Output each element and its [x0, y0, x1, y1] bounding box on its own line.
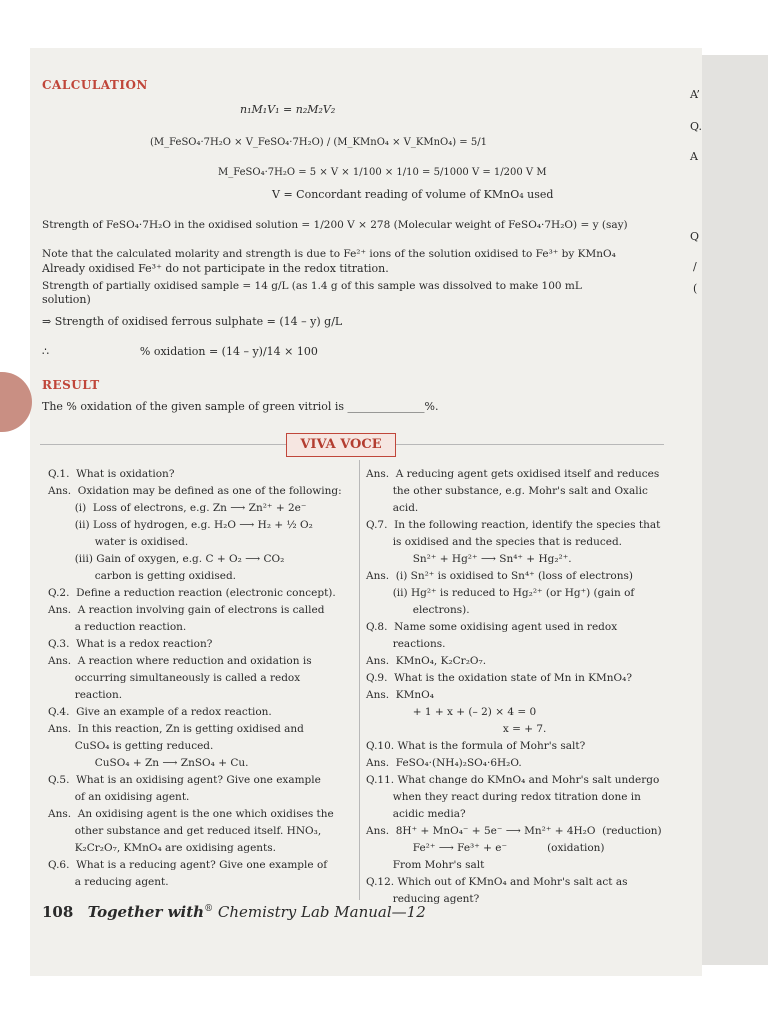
viva-line: From Mohr's salt	[366, 859, 485, 871]
viva-line: Ans. Oxidation may be defined as one of the following:	[48, 485, 342, 497]
result-text: The % oxidation of the given sample of green vitriol is ______________%.	[42, 400, 439, 413]
viva-line: Q.6. What is a reducing agent? Give one example of	[48, 859, 328, 871]
viva-line: electrons).	[366, 604, 470, 616]
viva-line: Ans. (i) Sn²⁺ is oxidised to Sn⁴⁺ (loss of electrons)	[366, 570, 633, 582]
viva-line: a reduction reaction.	[48, 621, 187, 633]
viva-line: acid.	[366, 502, 419, 514]
viva-line: Q.7. In the following reaction, identify the species that	[366, 519, 661, 531]
result-heading: RESULT	[42, 378, 100, 392]
note-line: Already oxidised Fe³⁺ do not participate in the redox titration.	[42, 262, 389, 275]
viva-line: Q.5. What is an oxidising agent? Give one example	[48, 774, 321, 786]
viva-line: Ans. A reducing agent gets oxidised itself and reduces	[366, 468, 660, 480]
viva-line: x = + 7.	[366, 723, 547, 735]
viva-line: reactions.	[366, 638, 446, 650]
viva-line: (ii) Hg²⁺ is reduced to Hg₂²⁺ (or Hg⁺) (gain of	[366, 587, 635, 599]
viva-line: Q.10. What is the formula of Mohr's salt?	[366, 740, 586, 752]
viva-line: Q.8. Name some oxidising agent used in redox	[366, 621, 618, 633]
viva-line: K₂Cr₂O₇, KMnO₄ are oxidising agents.	[48, 842, 277, 854]
viva-line: Ans. FeSO₄·(NH₄)₂SO₄·6H₂O.	[366, 757, 522, 769]
viva-line: water is oxidised.	[48, 536, 189, 548]
viva-line: a reducing agent.	[48, 876, 169, 888]
viva-line: Ans. A reaction where reduction and oxidation is	[48, 655, 312, 667]
viva-line: Q.1. What is oxidation?	[48, 468, 175, 480]
viva-line: carbon is getting oxidised.	[48, 570, 237, 582]
viva-voce-title: VIVA VOCE	[286, 433, 396, 457]
viva-line: the other substance, e.g. Mohr's salt and Oxalic	[366, 485, 648, 497]
viva-line: + 1 + x + (– 2) × 4 = 0	[366, 706, 537, 718]
page-number: 108	[42, 903, 74, 921]
viva-line: Q.4. Give an example of a redox reaction.	[48, 706, 272, 718]
viva-line: (i) Loss of electrons, e.g. Zn ⟶ Zn²⁺ + 2e⁻	[48, 502, 307, 514]
adjacent-page-fragment: Q.	[690, 120, 702, 133]
viva-line: Ans. 8H⁺ + MnO₄⁻ + 5e⁻ ⟶ Mn²⁺ + 4H₂O (reduction)	[366, 825, 662, 837]
adjacent-page-fragment: /	[693, 260, 697, 273]
viva-line: Sn²⁺ + Hg²⁺ ⟶ Sn⁴⁺ + Hg₂²⁺.	[366, 553, 572, 565]
viva-line: Ans. In this reaction, Zn is getting oxidised and	[48, 723, 304, 735]
viva-line: Q.11. What change do KMnO₄ and Mohr's salt undergo	[366, 774, 660, 786]
note-line: Note that the calculated molarity and strength is due to Fe²⁺ ions of the solution oxidised to Fe³⁺ by KMnO₄	[42, 248, 616, 260]
formula-line: M_FeSO₄·7H₂O = 5 × V × 1/100 × 1/10 = 5/1000 V = 1/200 V M	[218, 167, 547, 178]
book-title: Chemistry Lab Manual—12	[217, 903, 426, 921]
divider	[40, 444, 286, 445]
viva-line: Fe²⁺ ⟶ Fe³⁺ + e⁻ (oxidation)	[366, 842, 605, 854]
divider	[394, 444, 664, 445]
viva-line: occurring simultaneously is called a redox	[48, 672, 301, 684]
viva-line: of an oxidising agent.	[48, 791, 190, 803]
formula-line: n₁M₁V₁ = n₂M₂V₂	[240, 103, 336, 116]
viva-line: reaction.	[48, 689, 123, 701]
viva-line: Q.3. What is a redox reaction?	[48, 638, 213, 650]
viva-line: CuSO₄ + Zn ⟶ ZnSO₄ + Cu.	[48, 757, 249, 769]
adjacent-page-fragment: (	[693, 282, 698, 295]
viva-right-column	[366, 466, 662, 908]
viva-line: reducing agent?	[366, 893, 480, 905]
calculation-heading: CALCULATION	[42, 78, 148, 92]
brand-name: Together with	[87, 903, 205, 921]
partial-sample-line: solution)	[42, 293, 91, 306]
viva-line: acidic media?	[366, 808, 466, 820]
viva-line: other substance and get reduced itself. HNO₃,	[48, 825, 322, 837]
viva-line: Q.2. Define a reduction reaction (electronic concept).	[48, 587, 336, 599]
adjacent-page-fragment: Q	[690, 230, 700, 243]
adjacent-page-fragment: A’	[690, 88, 700, 101]
formula-line: V = Concordant reading of volume of KMnO₄ used	[272, 188, 554, 201]
partial-sample-line: Strength of partially oxidised sample = 14 g/L (as 1.4 g of this sample was dissolved to make 100 mL	[42, 280, 582, 292]
thumb	[0, 372, 32, 432]
column-divider	[359, 460, 360, 900]
viva-line: Ans. An oxidising agent is the one which oxidises the	[48, 808, 334, 820]
percent-oxidation-line: ∴ % oxidation = (14 – y)/14 × 100	[42, 345, 318, 358]
page-footer	[42, 903, 426, 921]
registered-mark: ®	[204, 904, 214, 914]
viva-line: (iii) Gain of oxygen, e.g. C + O₂ ⟶ CO₂	[48, 553, 285, 565]
formula-line: (M_FeSO₄·7H₂O × V_FeSO₄·7H₂O) / (M_KMnO₄ × V_KMnO₄) = 5/1	[150, 137, 487, 148]
viva-line: Q.9. What is the oxidation state of Mn in KMnO₄?	[366, 672, 632, 684]
viva-left-column	[48, 466, 342, 891]
strength-line: Strength of FeSO₄·7H₂O in the oxidised solution = 1/200 V × 278 (Molecular weight of FeSO₄·7H₂O) = y (say)	[42, 219, 628, 231]
viva-line: when they react during redox titration done in	[366, 791, 641, 803]
viva-line: (ii) Loss of hydrogen, e.g. H₂O ⟶ H₂ + ½ O₂	[48, 519, 313, 531]
oxidised-strength-line: ⇒ Strength of oxidised ferrous sulphate = (14 – y) g/L	[42, 315, 343, 328]
viva-line: CuSO₄ is getting reduced.	[48, 740, 214, 752]
viva-line: Q.12. Which out of KMnO₄ and Mohr's salt act as	[366, 876, 628, 888]
viva-line: Ans. A reaction involving gain of electrons is called	[48, 604, 325, 616]
viva-line: Ans. KMnO₄	[366, 689, 434, 701]
viva-line: is oxidised and the species that is reduced.	[366, 536, 622, 548]
viva-line: Ans. KMnO₄, K₂Cr₂O₇.	[366, 655, 487, 667]
adjacent-page-fragment: A	[690, 150, 698, 163]
